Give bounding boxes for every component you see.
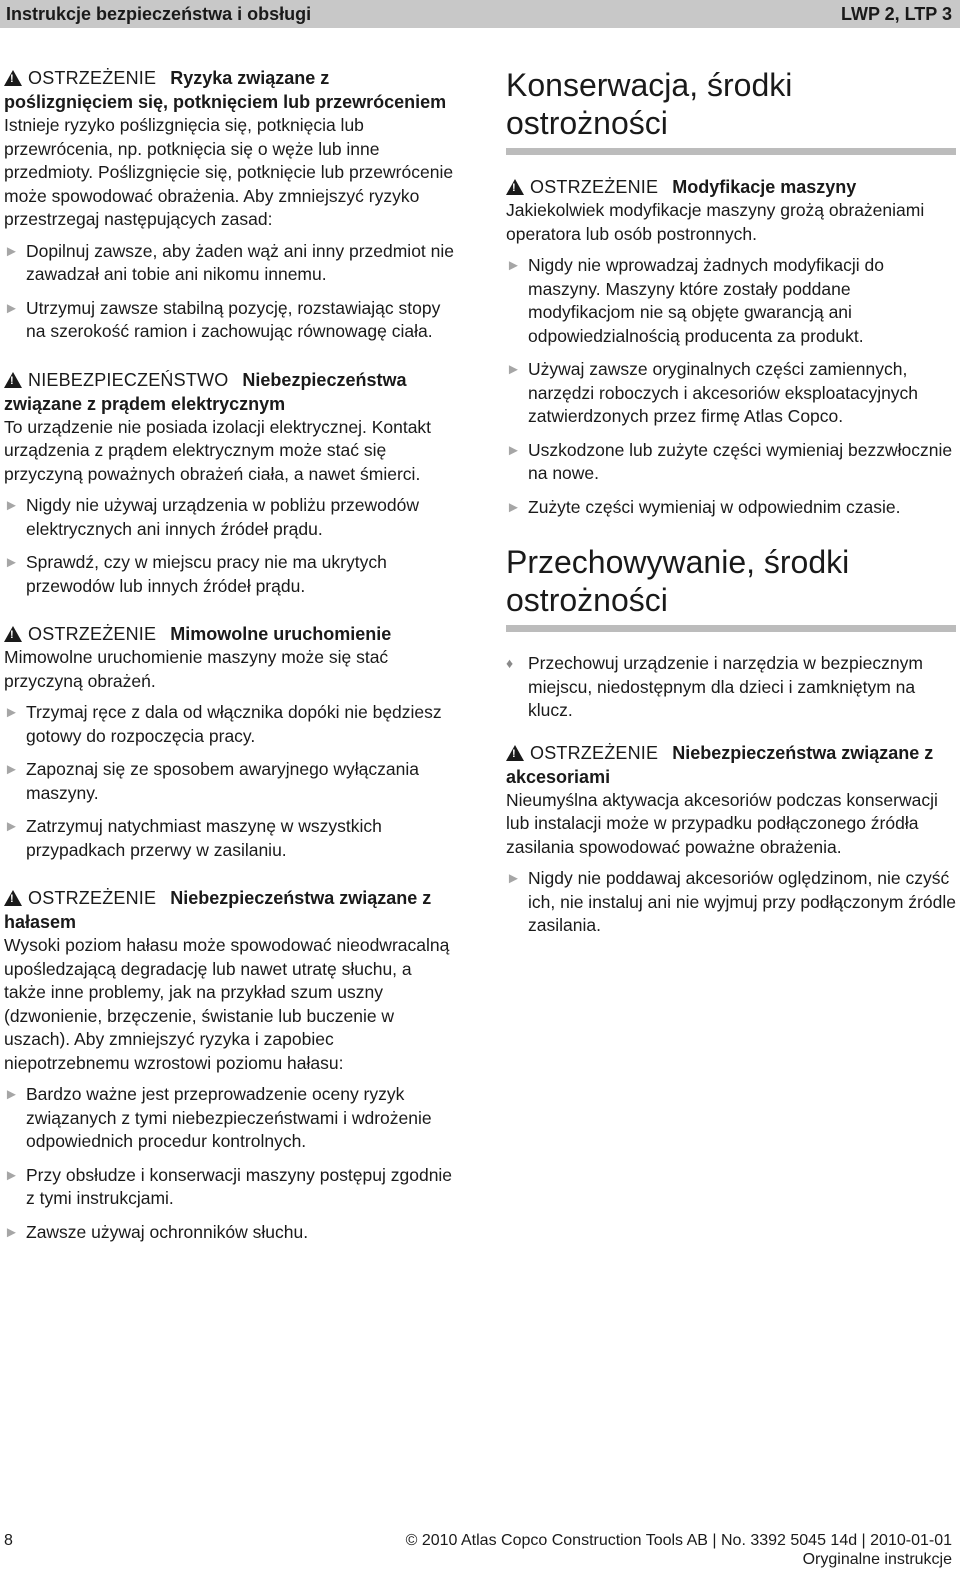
original-instructions-note: Oryginalne instrukcje <box>802 1551 952 1568</box>
list-item: ► Nigdy nie używaj urządzenia w pobliżu przewodów elektrycznych ani innych źródeł prądu. <box>4 495 419 539</box>
arrow-bullet-icon: ► <box>506 257 521 274</box>
arrow-bullet-icon: ► <box>4 299 19 317</box>
list-item: ► Zapoznaj się ze sposobem awaryjnego wyłączania maszyny. <box>4 759 419 803</box>
warning-title: Niebezpieczeństwa związane z hałasem <box>4 888 432 932</box>
list-item: ► Dopilnuj zawsze, aby żaden wąż ani inny przedmiot nie zawadzał ani tobie ani nikomu innemu. <box>4 240 455 284</box>
list-item: ♦ Przechowuj urządzenie i narzędzia w bezpiecznym miejscu, niedostępnym dla dzieci i zamkniętym na klucz. <box>506 653 923 720</box>
left-column <box>4 66 454 1268</box>
arrow-bullet-icon: ► <box>506 361 521 378</box>
section-storage <box>506 543 956 938</box>
list-item: ► Zużyte części wymieniaj w odpowiednim czasie. <box>506 496 956 520</box>
warning-triangle-icon <box>4 372 22 388</box>
warning-unintended-start <box>4 622 454 862</box>
arrow-bullet-icon: ► <box>506 870 521 887</box>
section-title: Konserwacja, środki ostrożności <box>506 66 956 155</box>
arrow-bullet-icon: ► <box>4 1166 19 1184</box>
list-item: ► Uszkodzone lub zużyte części wymieniaj bezzwłocznie na nowe. <box>506 439 953 483</box>
document-title: Instrukcje bezpieczeństwa i obsługi <box>6 3 312 24</box>
list-item: ► Utrzymuj zawsze stabilną pozycję, rozstawiając stopy na szerokość ramion i zachowując równowagę ciała. <box>4 297 441 341</box>
warning-keyword: NIEBEZPIECZEŃSTWO <box>28 369 229 390</box>
arrow-bullet-icon: ► <box>4 704 19 721</box>
warning-triangle-icon <box>506 179 524 195</box>
list-item: ► Bardzo ważne jest przeprowadzenie oceny ryzyk związanych z tymi niebezpieczeństwami i wdrożenie odpowiednich procedur kontrolnych. <box>4 1084 432 1151</box>
warning-heading <box>506 175 956 199</box>
list-item: ► Sprawdź, czy w miejscu pracy nie ma ukrytych przewodów lub innych źródeł prądu. <box>4 552 387 596</box>
section-maintenance <box>506 66 956 519</box>
list-item: ► Zawsze używaj ochronników słuchu. <box>4 1221 454 1245</box>
list-item: ► Trzymaj ręce z dala od włącznika dopóki nie będziesz gotowy do rozpoczęcia pracy. <box>4 702 442 746</box>
page-header <box>0 0 960 28</box>
warning-heading <box>4 368 454 416</box>
warning-keyword: OSTRZEŻENIE <box>530 742 659 763</box>
right-column <box>506 66 956 962</box>
page-number: 8 <box>4 1532 13 1549</box>
warning-triangle-icon <box>506 745 524 761</box>
warning-modifications <box>506 175 956 519</box>
arrow-bullet-icon: ► <box>506 441 521 459</box>
copyright-line: © 2010 Atlas Copco Construction Tools AB | No. 3392 5045 14d | 2010-01-01 <box>405 1532 952 1549</box>
list-item: ► Nigdy nie wprowadzaj żadnych modyfikacji do maszyny. Maszyny które zostały poddane modyfikacjom nie są objęte gwarancją ani odpowiedzialnością producenta za produkt. <box>506 255 885 346</box>
warning-title: Modyfikacje maszyny <box>672 177 857 197</box>
warning-body: To urządzenie nie posiada izolacji elektrycznej. Kontakt urządzenia z prądem elektrycznym może stać się przyczyną poważnych obrażeń ciała, a nawet śmierci. <box>4 416 432 484</box>
list-item: ► Przy obsłudze i konserwacji maszyny postępuj zgodnie z tymi instrukcjami. <box>4 1164 453 1208</box>
warning-body: Wysoki poziom hałasu może spowodować nieodwracalną upośledzającą degradację lub nawet utratę słuchu, a także inne problemy, jak na przykład szum uszny (dzwonienie, brzęczenie, świstanie lub buczenie w uszach). Aby zmniejszyć ryzyka i zapobiec niepotrzebnemu wzrostowi poziomu hałasu: <box>4 935 450 1073</box>
list-item: ► Zatrzymuj natychmiast maszynę w wszystkich przypadkach przerwy w zasilaniu. <box>4 816 382 860</box>
warning-body: Jakiekolwiek modyfikacje maszyny grożą obrażeniami operatora lub osób postronnych. <box>506 200 925 244</box>
warning-body: Istnieje ryzyko poślizgnięcia się, potknięcia lub przewrócenia, np. potknięcia się o wężе lub inne przedmioty. Poślizgnięcie się, potknięcie lub przewrócenie może spowodować obrażenia. Aby zmniejszyć ryzyko przestrzegaj następujących zasad: <box>4 115 454 229</box>
list-item: ► Nigdy nie poddawaj akcesoriów oględzinom, nie czyść ich, nie instaluj ani nie wyjmuj przy podłączonym źródle zasilania. <box>506 868 956 935</box>
arrow-bullet-icon: ► <box>4 554 19 571</box>
diamond-bullet-icon: ♦ <box>506 655 514 671</box>
arrow-bullet-icon: ► <box>4 818 19 835</box>
arrow-bullet-icon: ► <box>4 1086 19 1103</box>
footer-info <box>406 1531 952 1569</box>
section-title: Przechowywanie, środki ostrożności <box>506 543 956 632</box>
warning-title: Ryzyka związane z poślizgnięciem się, potknięciem lub przewróceniem <box>4 68 447 112</box>
warning-title: Niebezpieczeństwa związane z prądem elektrycznym <box>4 369 407 414</box>
warning-triangle-icon <box>4 890 22 906</box>
warning-body: Nieumyślna aktywacja akcesoriów podczas konserwacji lub instalacji może w przypadku podłączonego źródła zasilania spowodować poważne obrażenia. <box>506 789 938 857</box>
warning-keyword: OSTRZEŻENIE <box>530 177 659 197</box>
warning-accessories <box>506 741 956 938</box>
warning-heading <box>4 66 454 114</box>
warning-keyword: OSTRZEŻENIE <box>28 68 157 88</box>
warning-noise <box>4 886 454 1244</box>
warning-title: Niebezpieczeństwa związane z akcesoriami <box>506 742 934 787</box>
warning-heading <box>4 886 454 934</box>
warning-body: Mimowolne uruchomienie maszyny może się stać przyczyną obrażeń. <box>4 647 389 691</box>
warning-heading <box>4 622 454 646</box>
warning-keyword: OSTRZEŻENIE <box>28 624 157 644</box>
danger-electric <box>4 368 454 599</box>
arrow-bullet-icon: ► <box>4 1223 19 1241</box>
arrow-bullet-icon: ► <box>4 761 19 778</box>
arrow-bullet-icon: ► <box>4 242 19 260</box>
warning-keyword: OSTRZEŻENIE <box>28 888 157 908</box>
warning-heading <box>506 741 956 789</box>
arrow-bullet-icon: ► <box>506 498 521 516</box>
model-label: LWP 2, LTP 3 <box>840 3 952 24</box>
list-item: ► Używaj zawsze oryginalnych części zamiennych, narzędzi roboczych i akcesoriów eksploatacyjnych zatwierdzonych przez firmę Atlas Copco. <box>506 359 919 426</box>
arrow-bullet-icon: ► <box>4 497 19 514</box>
warning-triangle-icon <box>4 626 22 642</box>
warning-title: Mimowolne uruchomienie <box>170 624 392 644</box>
warning-slip-hazard <box>4 66 454 344</box>
warning-triangle-icon <box>4 70 22 86</box>
